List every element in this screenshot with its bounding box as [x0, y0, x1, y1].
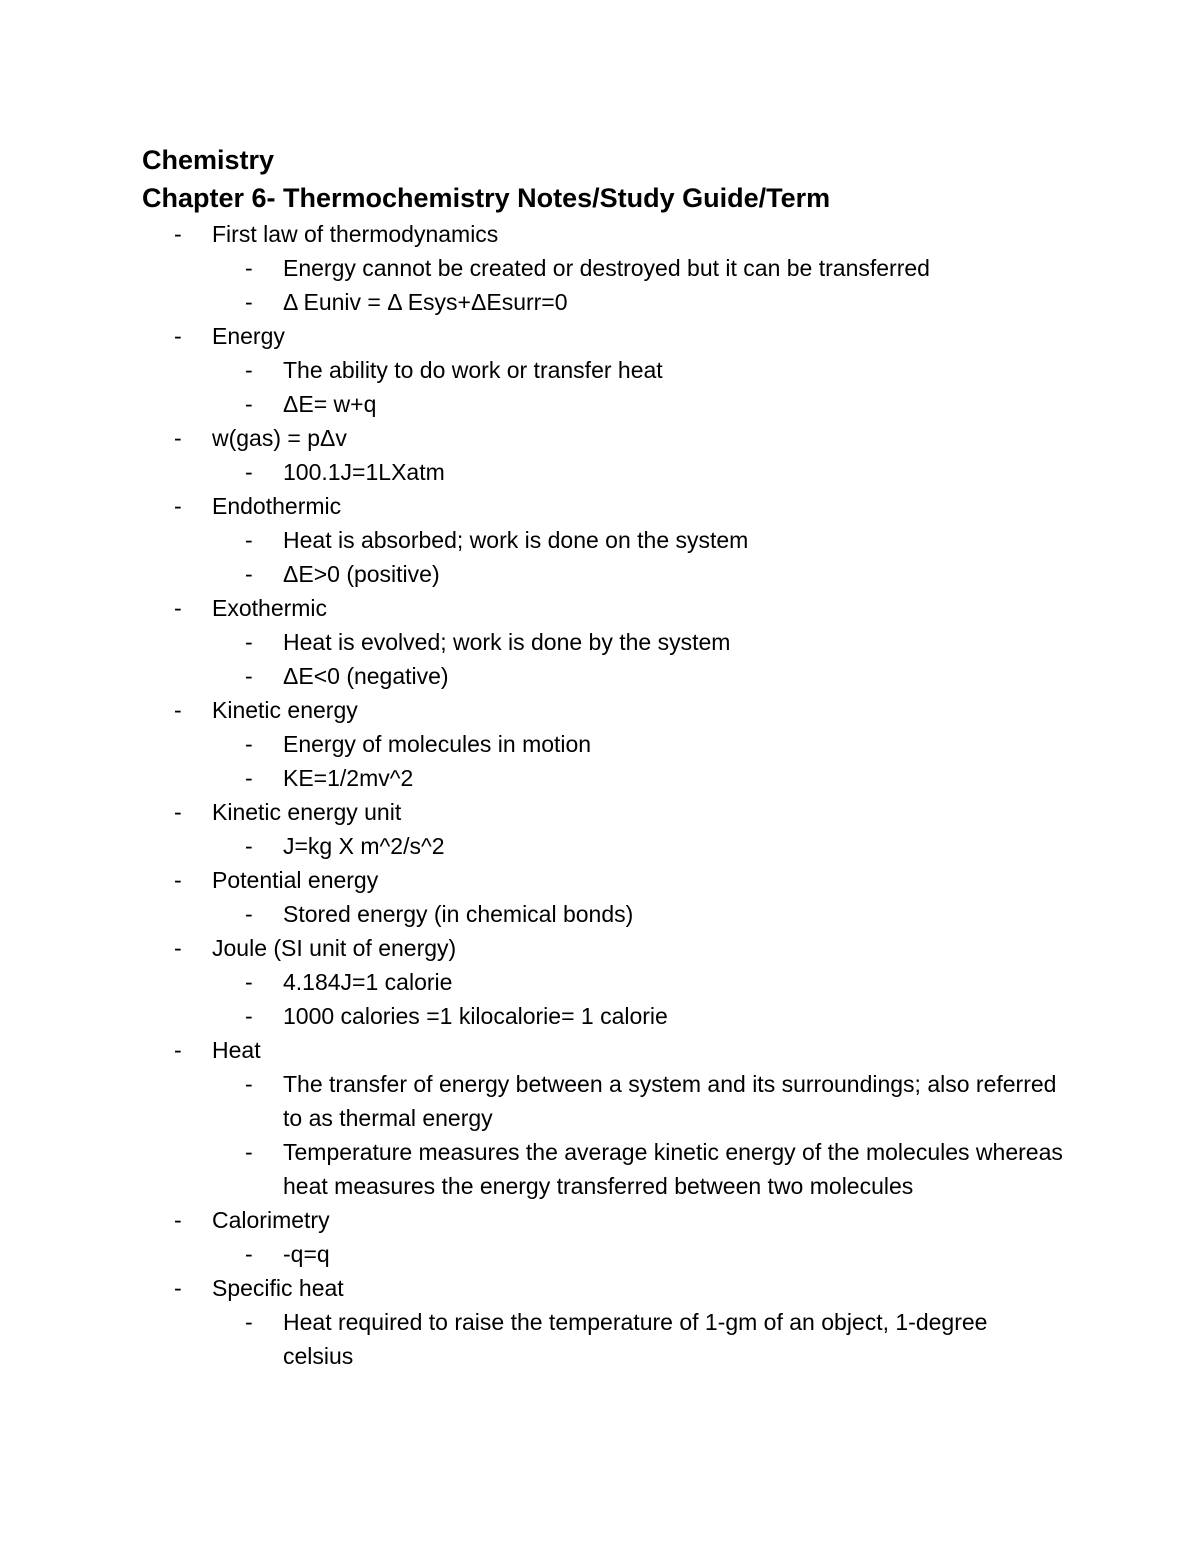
note-term [0, 1033, 1200, 1067]
note-detail [0, 897, 1200, 931]
note-term [0, 1271, 1200, 1305]
note-detail-text: Stored energy (in chemical bonds) [283, 901, 634, 927]
note-term-text: Kinetic energy unit [212, 799, 402, 825]
note-detail [0, 251, 1200, 285]
note-term-text: Calorimetry [212, 1207, 330, 1233]
note-term-text: w(gas) = pΔv [212, 425, 347, 451]
note-detail [0, 1135, 1200, 1203]
note-term [0, 863, 1200, 897]
note-detail-text: -q=q [283, 1241, 330, 1267]
note-detail [0, 1067, 1200, 1135]
bullet-dash: - [245, 1309, 253, 1335]
bullet-dash: - [174, 323, 182, 349]
note-term [0, 693, 1200, 727]
note-detail-text: KE=1/2mv^2 [283, 765, 414, 791]
bullet-dash: - [245, 765, 253, 791]
bullet-dash: - [174, 697, 182, 723]
note-detail-text: 1000 calories =1 kilocalorie= 1 calorie [283, 1003, 668, 1029]
note-term-text: Heat [212, 1037, 261, 1063]
note-detail [0, 353, 1200, 387]
bullet-dash: - [245, 527, 253, 553]
note-detail [0, 285, 1200, 319]
note-term [0, 931, 1200, 965]
note-detail [0, 965, 1200, 999]
bullet-dash: - [245, 357, 253, 383]
note-term-text: Kinetic energy [212, 697, 358, 723]
bullet-dash: - [174, 1207, 182, 1233]
bullet-dash: - [245, 731, 253, 757]
note-detail-text: Temperature measures the average kinetic energy of the molecules whereas heat measures the energy transferred between two molecules [283, 1139, 1063, 1199]
note-term [0, 421, 1200, 455]
bullet-dash: - [245, 1241, 253, 1267]
note-detail-text: The transfer of energy between a system and its surroundings; also referred to as thermal energy [283, 1071, 1057, 1131]
note-detail-text: Heat is evolved; work is done by the system [283, 629, 731, 655]
note-detail-text: 100.1J=1LXatm [283, 459, 445, 485]
bullet-dash: - [245, 459, 253, 485]
note-term-text: Energy [212, 323, 285, 349]
bullet-dash: - [245, 1003, 253, 1029]
bullet-dash: - [245, 255, 253, 281]
note-term [0, 1203, 1200, 1237]
note-detail-text: Energy of molecules in motion [283, 731, 592, 757]
note-term [0, 591, 1200, 625]
note-term-text: Exothermic [212, 595, 328, 621]
note-detail [0, 761, 1200, 795]
note-term-text: Endothermic [212, 493, 342, 519]
note-detail [0, 455, 1200, 489]
bullet-dash: - [174, 935, 182, 961]
bullet-dash: - [245, 1071, 253, 1097]
bullet-dash: - [174, 595, 182, 621]
bullet-dash: - [245, 969, 253, 995]
note-detail [0, 387, 1200, 421]
note-detail-text: The ability to do work or transfer heat [283, 357, 663, 383]
note-detail [0, 1305, 1200, 1373]
bullet-dash: - [174, 425, 182, 451]
note-term [0, 319, 1200, 353]
bullet-dash: - [174, 1275, 182, 1301]
bullet-dash: - [245, 289, 253, 315]
subject-title: Chemistry [142, 145, 275, 175]
note-term-text: Specific heat [212, 1275, 344, 1301]
bullet-dash: - [245, 391, 253, 417]
note-detail [0, 625, 1200, 659]
bullet-dash: - [245, 1139, 253, 1165]
notes-list [0, 217, 1200, 1373]
note-detail [0, 999, 1200, 1033]
note-detail-text: 4.184J=1 calorie [283, 969, 453, 995]
note-detail-text: J=kg X m^2/s^2 [283, 833, 445, 859]
note-detail-text: Heat is absorbed; work is done on the system [283, 527, 749, 553]
chapter-title: Chapter 6- Thermochemistry Notes/Study Guide/Term [142, 183, 831, 213]
note-detail-text: Energy cannot be created or destroyed but it can be transferred [283, 255, 930, 281]
bullet-dash: - [174, 867, 182, 893]
bullet-dash: - [245, 663, 253, 689]
note-term-text: First law of thermodynamics [212, 221, 499, 247]
note-detail-text: ΔE= w+q [283, 391, 377, 417]
bullet-dash: - [245, 561, 253, 587]
bullet-dash: - [245, 901, 253, 927]
note-detail-text: ΔE>0 (positive) [283, 561, 440, 587]
note-detail [0, 727, 1200, 761]
note-term [0, 795, 1200, 829]
bullet-dash: - [174, 493, 182, 519]
bullet-dash: - [174, 221, 182, 247]
note-term-text: Potential energy [212, 867, 379, 893]
note-detail [0, 659, 1200, 693]
bullet-dash: - [174, 799, 182, 825]
note-term-text: Joule (SI unit of energy) [212, 935, 457, 961]
note-detail-text: Heat required to raise the temperature of 1-gm of an object, 1-degree celsius [283, 1309, 988, 1369]
note-detail [0, 829, 1200, 863]
note-detail-text: ΔE<0 (negative) [283, 663, 449, 689]
note-term [0, 489, 1200, 523]
note-detail [0, 557, 1200, 591]
bullet-dash: - [174, 1037, 182, 1063]
bullet-dash: - [245, 833, 253, 859]
bullet-dash: - [245, 629, 253, 655]
note-detail [0, 523, 1200, 557]
note-detail-text: Δ Euniv = Δ Esys+ΔEsurr=0 [283, 289, 568, 315]
note-term [0, 217, 1200, 251]
note-detail [0, 1237, 1200, 1271]
